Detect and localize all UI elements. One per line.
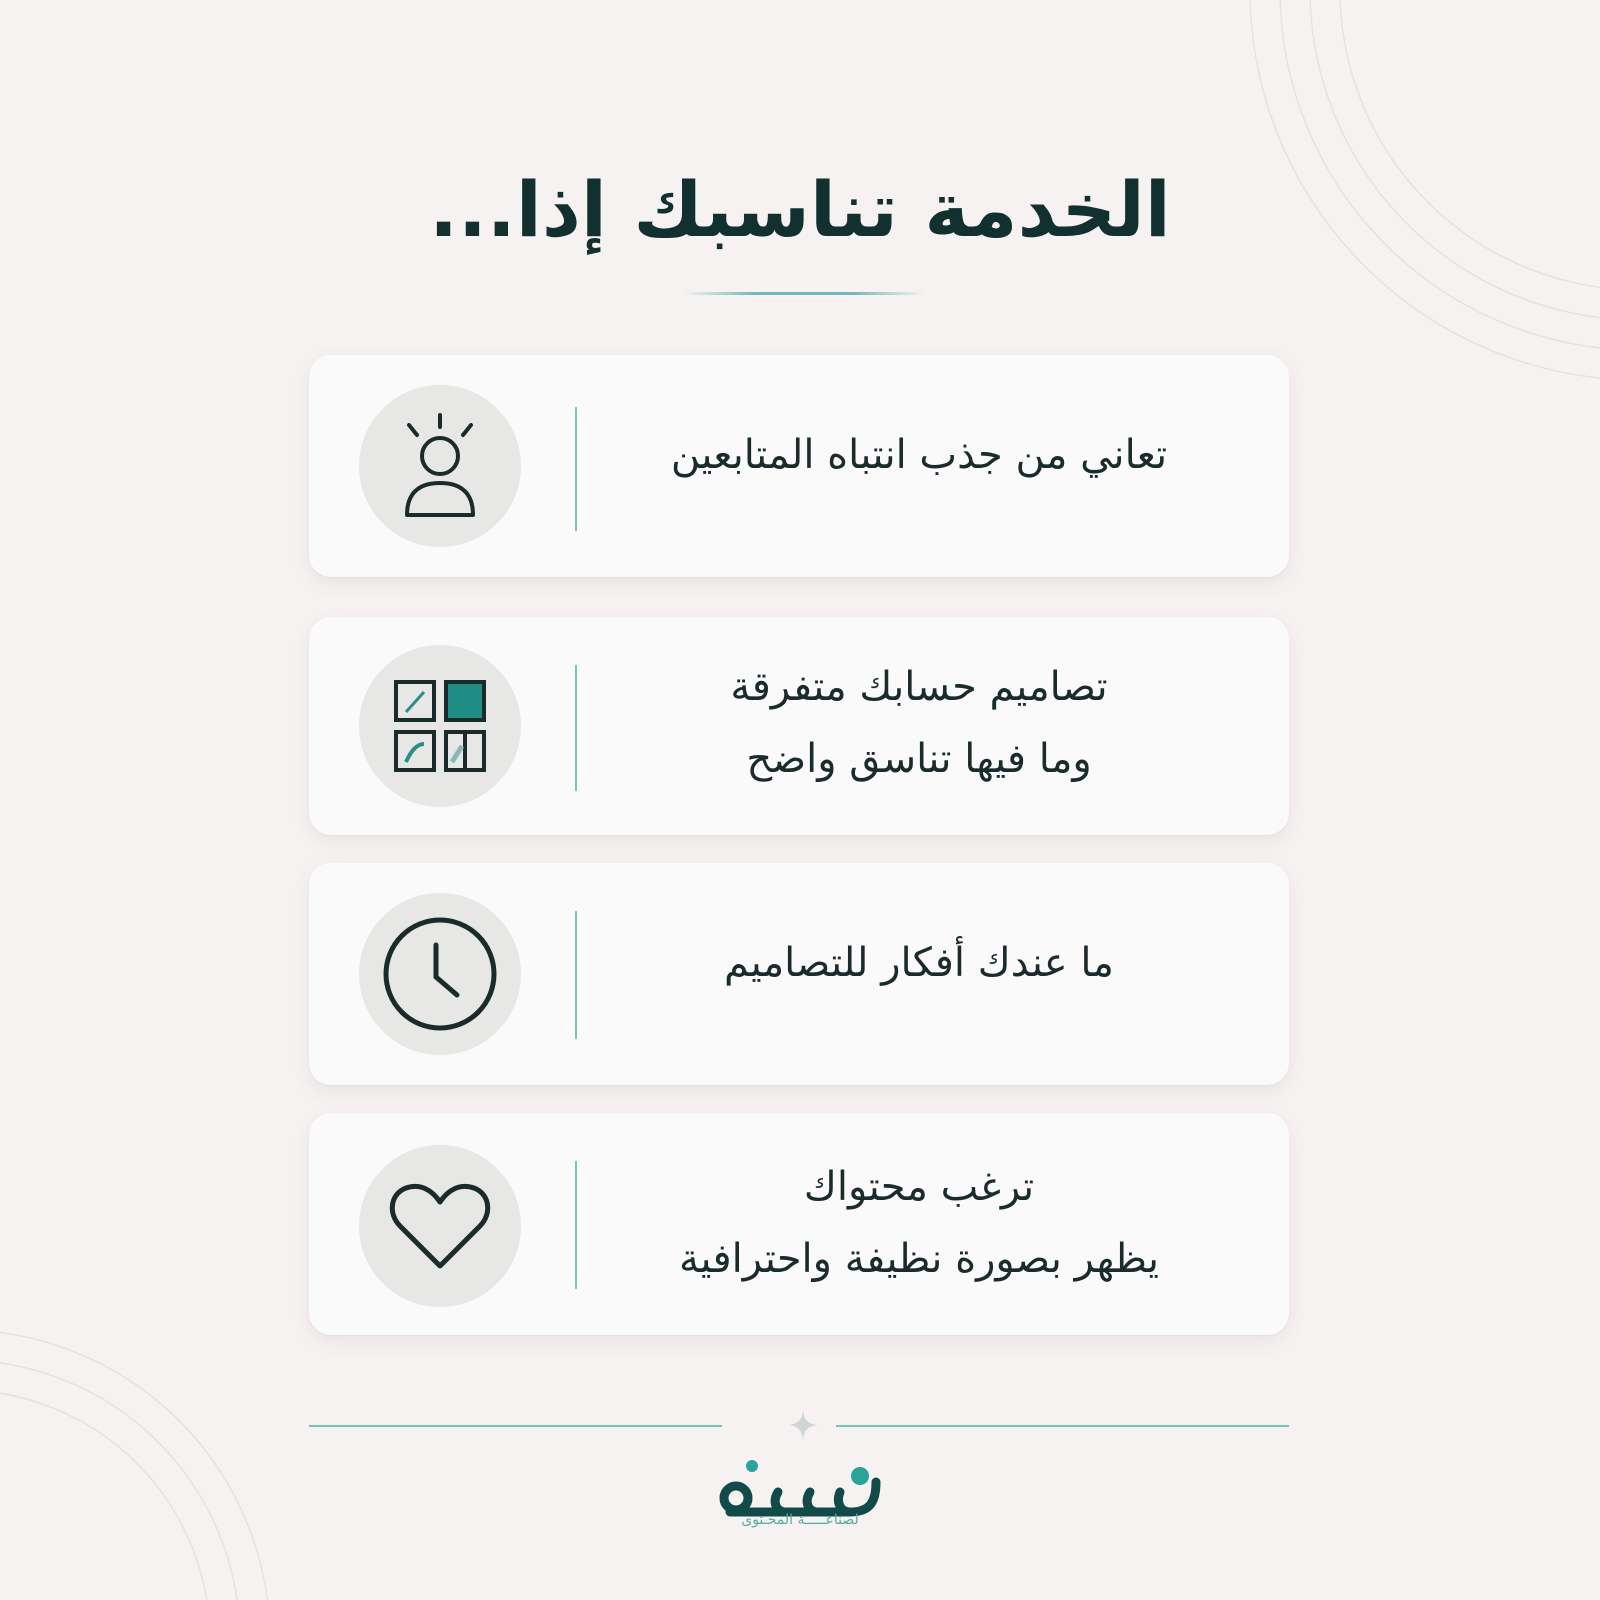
title-underline xyxy=(683,292,925,295)
card-text xyxy=(609,927,1229,999)
card-line-1: تصاميم حسابك متفرقة xyxy=(730,664,1108,710)
card-divider xyxy=(575,407,577,531)
clock-icon xyxy=(381,915,499,1033)
brand-tagline: لصناعـــــة المحـتوى xyxy=(741,1512,859,1528)
card-divider xyxy=(575,665,577,791)
person-attention-icon xyxy=(395,411,485,521)
card-line-2: يظهر بصورة نظيفة واحترافية xyxy=(678,1236,1160,1282)
card-consistency xyxy=(309,617,1289,835)
page-title: الخدمة تناسبك إذا... xyxy=(429,165,1171,254)
sparkle-icon xyxy=(788,1410,818,1440)
footer-line-left xyxy=(309,1425,722,1427)
card-line-2: وما فيها تناسق واضح xyxy=(746,736,1092,782)
icon-circle xyxy=(359,645,521,807)
grid-layout-icon xyxy=(392,678,488,774)
icon-circle xyxy=(359,385,521,547)
card-attention xyxy=(309,355,1289,577)
card-divider xyxy=(575,911,577,1039)
card-text xyxy=(609,419,1229,491)
footer-line-right xyxy=(836,1425,1289,1427)
card-ideas xyxy=(309,863,1289,1085)
card-line-1: تعاني من جذب انتباه المتابعين xyxy=(670,432,1168,478)
card-line-1: ترغب محتواك xyxy=(803,1164,1035,1210)
icon-circle xyxy=(359,893,521,1055)
card-divider xyxy=(575,1161,577,1289)
card-line-1: ما عندك أفكار للتصاميم xyxy=(724,940,1114,986)
card-text xyxy=(609,651,1229,795)
card-professional xyxy=(309,1113,1289,1335)
icon-circle xyxy=(359,1145,521,1307)
card-text xyxy=(609,1151,1229,1295)
heart-icon xyxy=(388,1178,492,1274)
